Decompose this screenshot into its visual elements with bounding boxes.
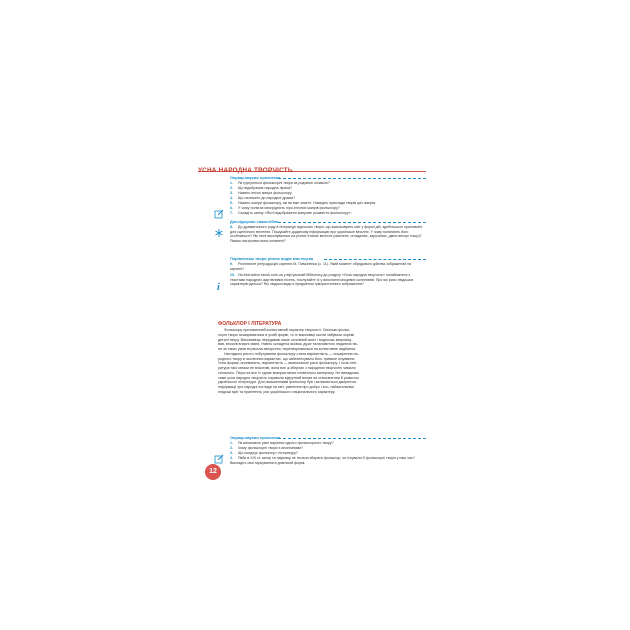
list-item: 4. Що належить до народної драми? (230, 196, 295, 200)
list-item: 4. Якби в ХІХ ст. митці та науковці не почали збирати фольклор, чи існували б фольклорні твори у наш час? Викладіть свої міркування в довільній формі. (230, 456, 415, 465)
svg-text:i: i (217, 282, 220, 291)
dashed-divider (278, 438, 426, 439)
list-item: 1. Як виникають різні варіанти одного фольклорного твору? (230, 441, 334, 445)
list-item: 1. Як групуються фольклорні твори за родовою ознакою? (230, 181, 330, 185)
dashed-divider (278, 178, 426, 179)
body-paragraph: Фольклору притаманний колективний характер творчості. Оскільки фольк- лорні твори поширювалися в усній формі, то їх виконавці могли забувати окремі деталі твору. Виконавець передавав лише основний зміст і водночас імпровізу- вав, вносив власні зміни. Навіть складена якоюсь дуже талановитою людиною піс- ня за таких умов втрачала авторство, перетворювалася на колективне надбання. Наслідком усного побутування фольклору стала варіантність — поширення на- родного твору в численних варіантах, що забезпечувало його тривале існування. Усна форма, анонімність, варіантність — визначальні риси фольклору. І хоча літе- ратура такі ознаки не властиві, вона все ж зберігає з народною творчістю чимало спільного. Перш за все їх єднає використання словесного матеріалу. Не випадково саме усна народна творчість справила відчутний вплив на становлення й розвиток української літератури. Для письменників фольклор був і залишається джерелом інформації про народні погляди на світ, уявлення про добро і зло, найзагальніші людські мрії та прагнення, рис українського національного характеру. (218, 328, 359, 394)
section-title: Опрацьовуємо прочитане (230, 435, 281, 440)
list-item: 10. На interactive.ranok.com.ua у віртуальній бібліотеці до розділу «Усна народна творчість» ознайомтеся з текстами народних жартівливих пісень, послухайте їх у виконанні місцевих колективів. Про які риси людських характерів ідеться? Які людські вади є предметом гумористичного зображення? (230, 273, 414, 287)
dashed-divider (324, 259, 426, 260)
list-item: 2. Що відображає народна лірика? (230, 186, 292, 190)
list-item: 6. У чому полягає своєрідність ліро-епічних жанрів фольклору? (230, 206, 340, 210)
pencil-note-icon (214, 454, 224, 464)
page-number: 12 (205, 464, 221, 480)
list-item: 8. До драматичного роду в літературі відносять твори, що змальовують світ у формі дій, здебільшого призначені для сценічного втілення. Пошукайте додаткову інформацію про українське весілля. У чому полягають його особливості? Які пісні виконувалися на різних етапах весілля (сватанні, оглядинах, заручинах, дівич-вечорі тощо)? Якими настроями вони сповнені? (230, 225, 423, 243)
snowflake-icon (214, 228, 224, 238)
section-heading: ФОЛЬКЛОР І ЛІТЕРАТУРА (218, 321, 282, 327)
textbook-page (198, 157, 426, 475)
pencil-note-icon (214, 209, 224, 219)
list-item: 2. Чому фольклорні твори є анонімними? (230, 446, 304, 450)
info-icon (214, 281, 224, 291)
section-title: Досліджуємо самостійно (230, 219, 279, 224)
dashed-divider (278, 222, 426, 223)
header-title: УСНА НАРОДНА ТВОРЧІСТЬ (198, 167, 293, 174)
section-title: Порівнюємо твори різних видів мистецтва (230, 256, 314, 261)
list-item: 3. Назвіть епічні жанри фольклору. (230, 191, 293, 195)
list-item: 9. Розгляньте репродукцію картини М. Пимоненка (с. 11). Який момент обрядового дійства зображений на картині? (230, 262, 412, 271)
section-title: Опрацьовуємо прочитане (230, 175, 281, 180)
list-item: 3. Що поєднує фольклор і літературу? (230, 451, 298, 455)
list-item: 7. Складіть схему «Які й відображено жанрове розмаїття фольклору». (230, 211, 352, 215)
list-item: 5. Назвіть жанри фольклору, які ви вже знаєте. Наведіть приклади творів цих жанрів. (230, 201, 377, 205)
page-header (198, 159, 426, 172)
